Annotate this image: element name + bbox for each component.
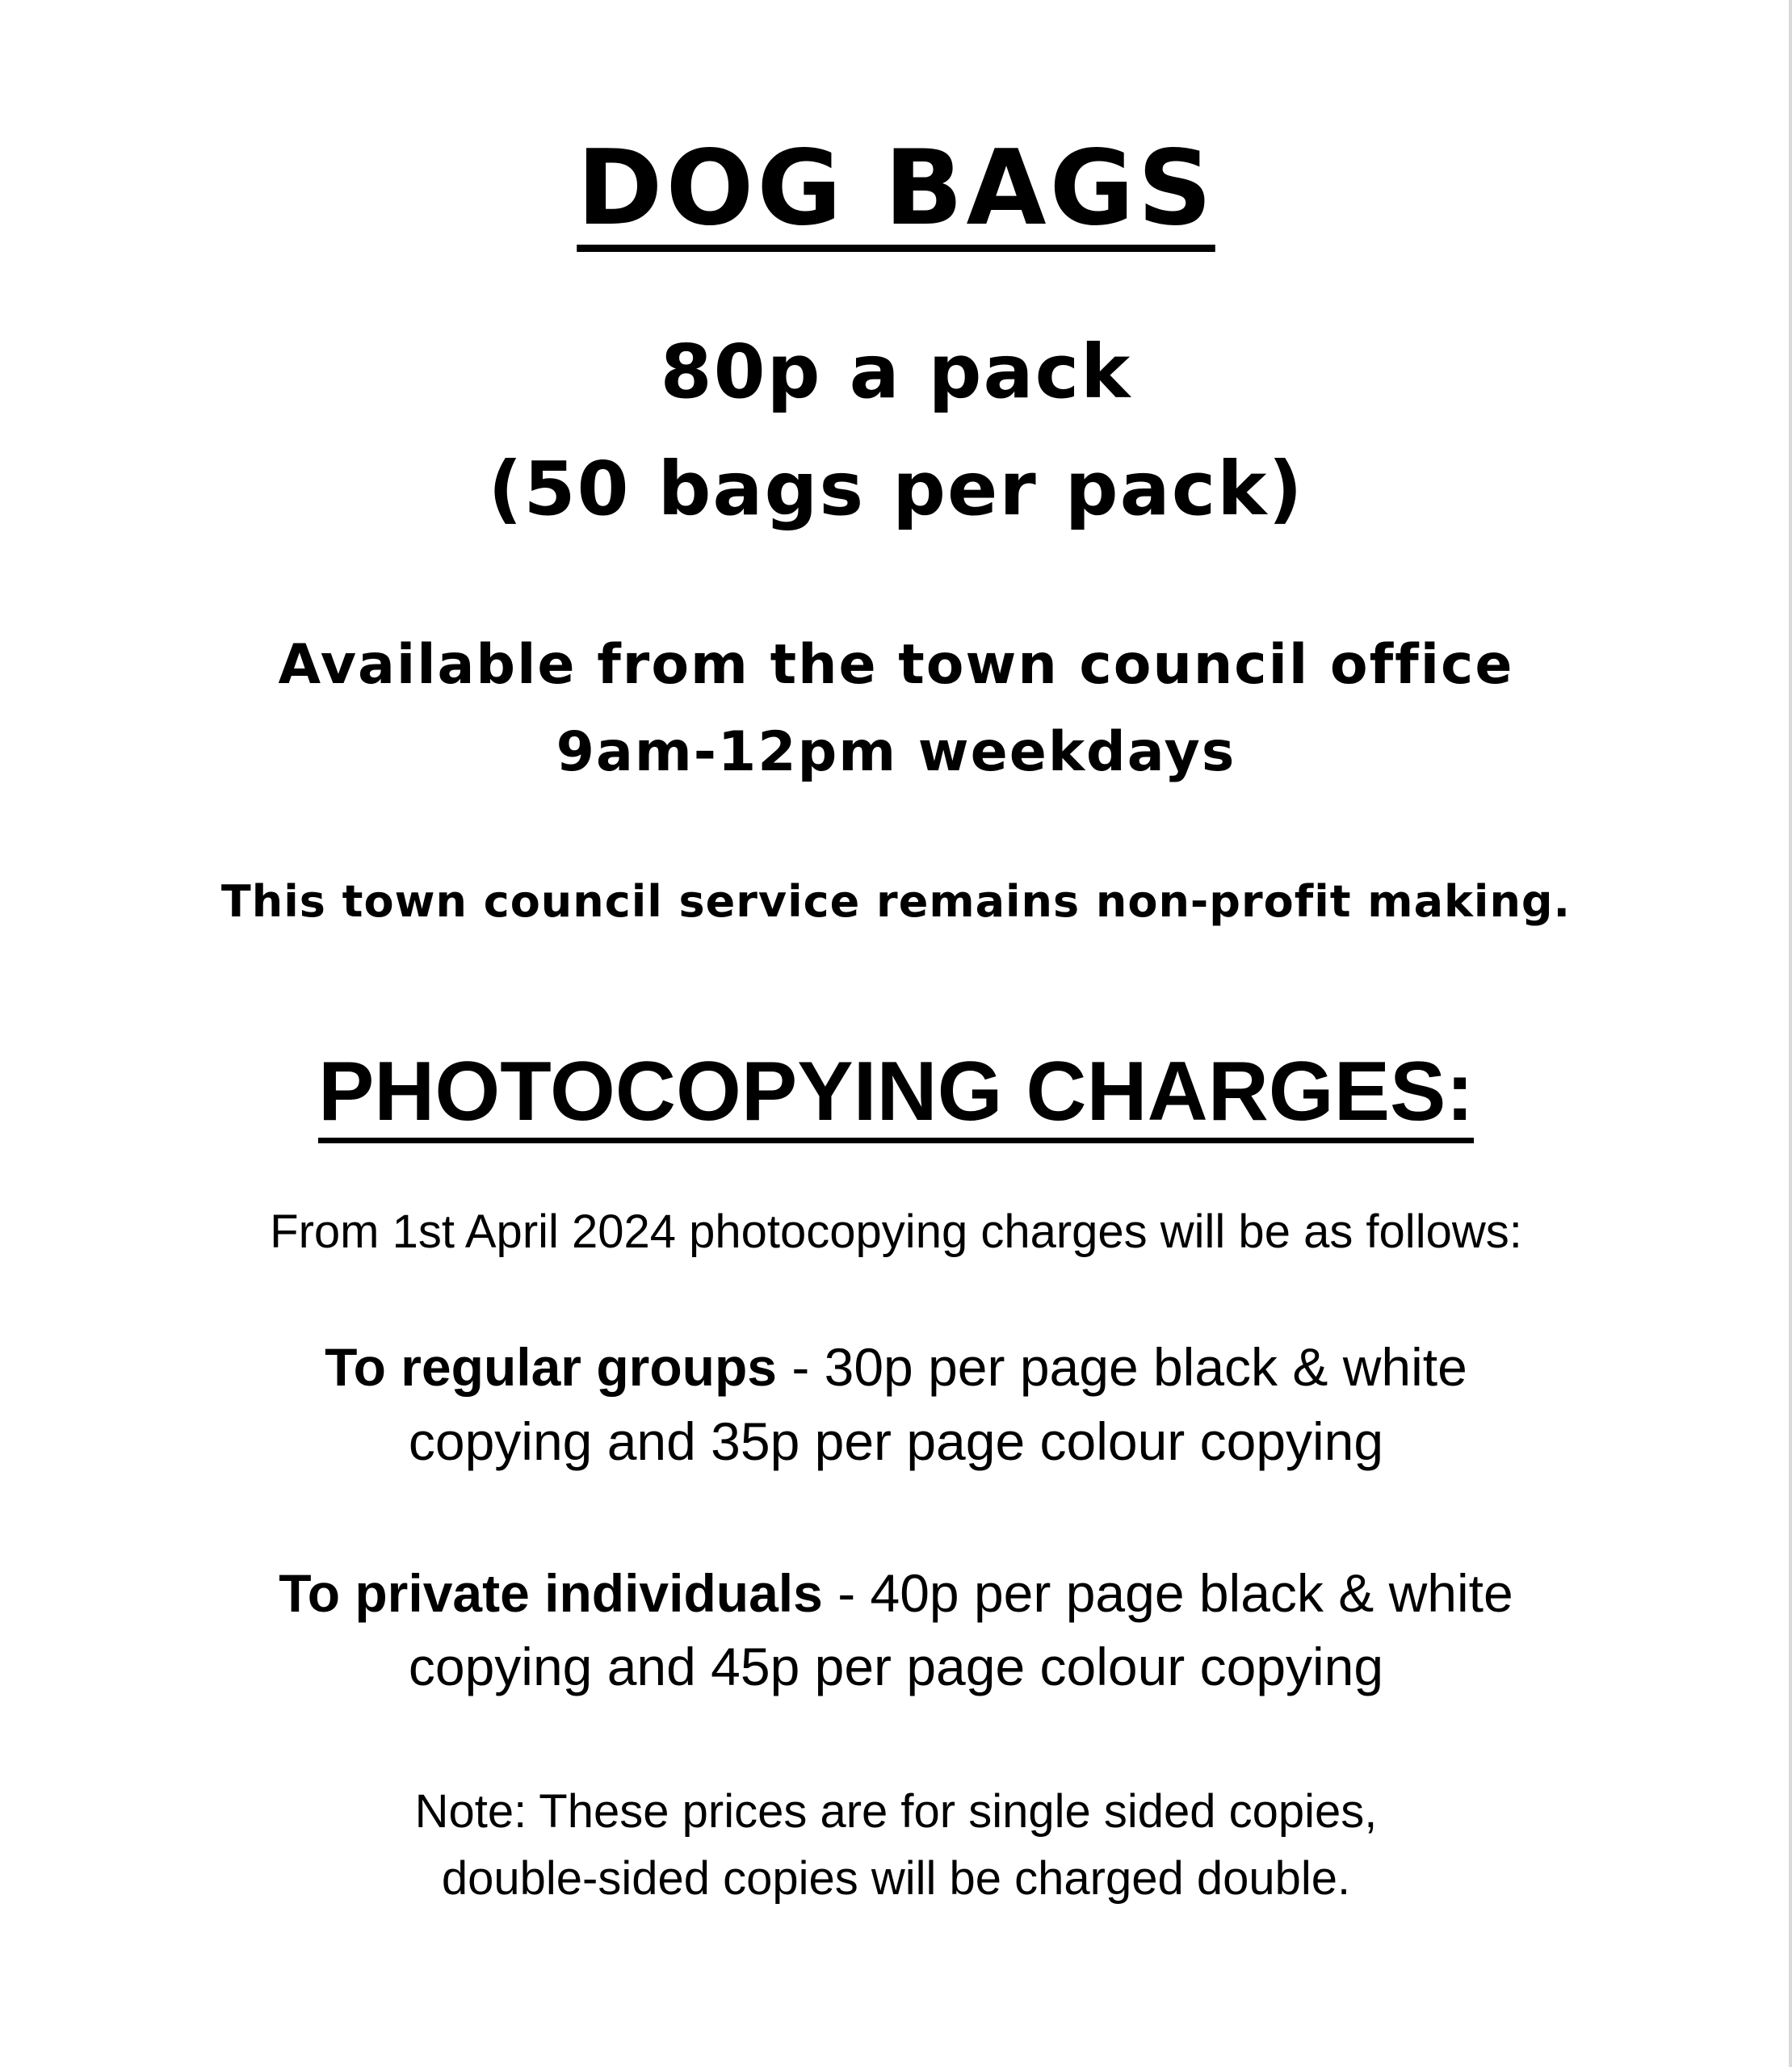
regular-groups-label: To regular groups <box>325 1337 777 1397</box>
double-sided-note-line1: Note: These prices are for single sided copies, <box>414 1785 1378 1838</box>
private-individuals-label: To private individuals <box>279 1563 823 1623</box>
private-individuals-charge-line2: copying and 45p per page colour copying <box>408 1637 1384 1696</box>
regular-groups-charge-line1 <box>0 1337 1792 1397</box>
dog-bags-pack-size: (50 bags per pack) <box>488 446 1304 532</box>
dog-bags-hours: 9am-12pm weekdays <box>556 720 1236 784</box>
private-individuals-charge-line1 <box>0 1563 1792 1623</box>
double-sided-note-line2: double-sided copies will be charged double. <box>441 1852 1351 1905</box>
regular-groups-charge-line2: copying and 35p per page colour copying <box>408 1411 1384 1471</box>
regular-groups-price-text: - 30p per page black & white <box>776 1337 1467 1397</box>
photocopying-intro: From 1st April 2024 photocopying charges will be as follows: <box>270 1205 1522 1258</box>
photocopying-heading: PHOTOCOPYING CHARGES: <box>317 1045 1475 1138</box>
dog-bags-availability: Available from the town council office <box>278 633 1514 697</box>
dog-bags-price: 80p a pack <box>660 329 1132 415</box>
non-profit-statement: This town council service remains non-profit making. <box>220 876 1572 927</box>
page-edge-border <box>1789 0 1792 2067</box>
private-individuals-price-text: - 40p per page black & white <box>822 1563 1513 1623</box>
dog-bags-heading: DOG BAGS <box>577 128 1215 249</box>
